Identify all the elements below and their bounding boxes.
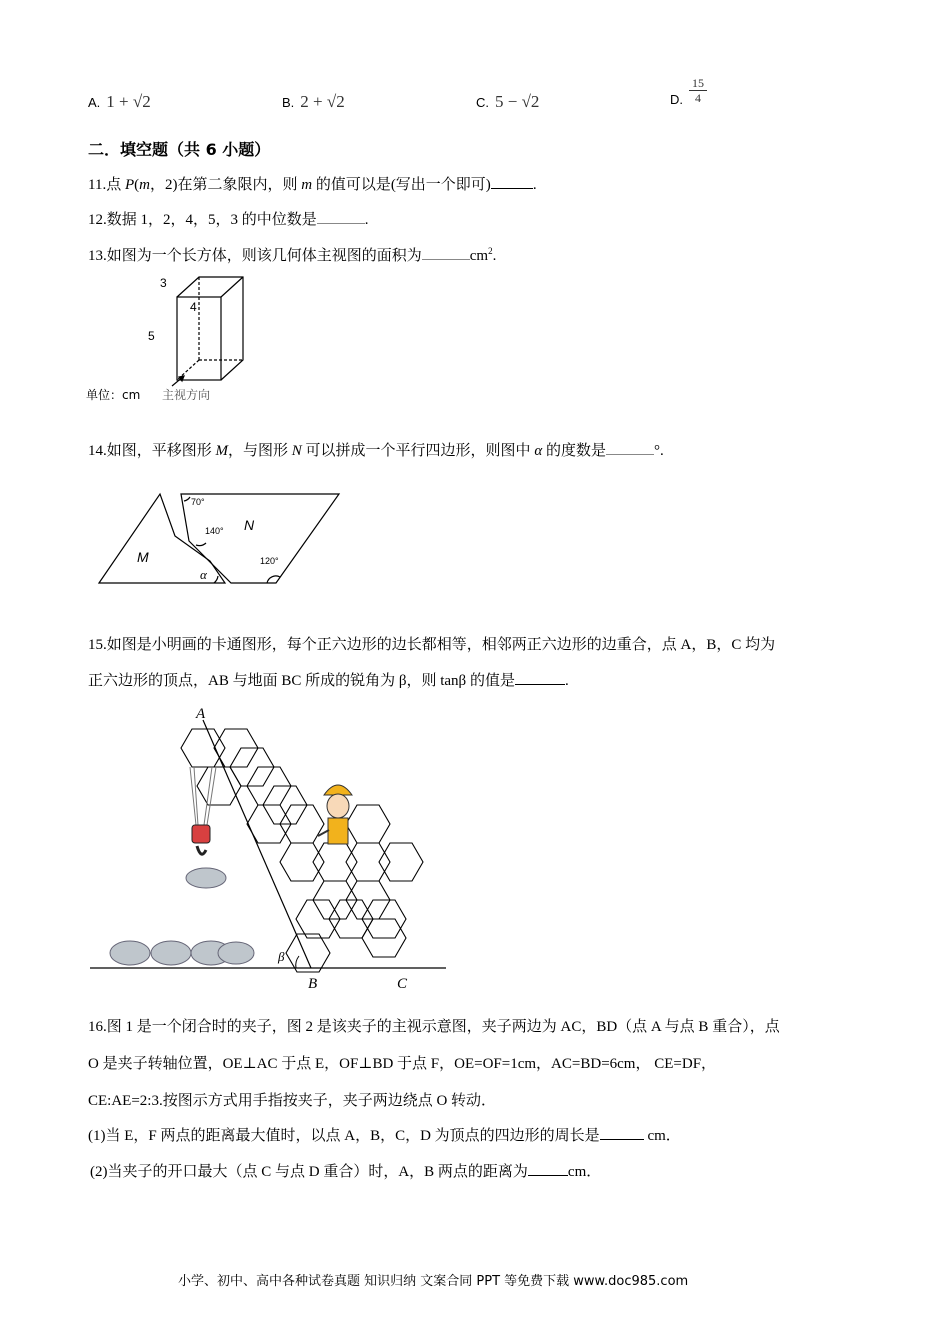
view-direction-label: 主视方向	[162, 388, 211, 402]
q13-end: .	[492, 248, 497, 264]
q12-text: 12.数据 1，2，4，5，3 的中位数是	[88, 212, 317, 228]
translation-figure	[96, 488, 346, 588]
q14-end: °.	[653, 443, 664, 459]
q12-answer-blank[interactable]	[317, 209, 365, 224]
question-16-line1: 16.图 1 是一个闭合时的夹子，图 2 是该夹子的主视示意图，夹子两边为 AC，BD（点 A 与点 B 重合），点	[88, 1019, 780, 1035]
rock-icon	[186, 868, 226, 888]
q11-paren: (	[134, 177, 140, 193]
q14-tail: 的度数是	[542, 443, 606, 459]
option-c-value: 5 − √2	[495, 92, 540, 111]
page-footer: 小学、初中、高中各种试卷真题 知识归纳 文案合同 PPT 等免费下载 www.doc985.com	[178, 1274, 689, 1289]
option-c-letter: C.	[476, 95, 489, 110]
point-b-label: B	[308, 976, 318, 992]
q16-part2-end: cm．	[567, 1164, 602, 1180]
cuboid-edge	[221, 277, 243, 297]
angle-140-arc	[196, 543, 206, 546]
option-d-fraction	[689, 76, 707, 105]
option-b	[282, 92, 345, 112]
angle-alpha-arc	[214, 576, 218, 583]
question-15-line2	[88, 669, 569, 690]
q14-mid: ，与图形	[228, 443, 292, 459]
option-a-letter: A.	[88, 95, 101, 110]
label-m: M	[137, 549, 149, 565]
q16-part1-end: cm．	[643, 1128, 681, 1144]
q16-part2-answer-blank[interactable]	[528, 1161, 568, 1176]
question-16-line2: O 是夹子转轴位置，OE⊥AC 于点 E，OF⊥BD 于点 F，OE=OF=1cm，AC=BD=6cm， CE=DF，	[88, 1056, 717, 1072]
angle-alpha-label: α	[200, 567, 207, 582]
question-13	[88, 244, 496, 265]
q11-answer-blank[interactable]	[491, 174, 533, 189]
question-14	[88, 439, 664, 460]
q15-line2-text: 正六边形的顶点，AB 与地面 BC 所成的锐角为 β，则 tanβ 的值是	[88, 673, 515, 689]
cuboid-back-edges	[177, 277, 243, 380]
q11-end: .	[532, 177, 537, 193]
cuboid-hidden-edges	[177, 277, 243, 380]
beta-arc	[296, 956, 299, 968]
hexagon-grid	[181, 729, 423, 972]
worker-cartoon	[318, 785, 352, 844]
q12-end: .	[364, 212, 369, 228]
question-16-part1	[88, 1124, 681, 1145]
option-d-letter: D.	[670, 92, 683, 107]
q11-m2: m	[301, 177, 313, 193]
point-a-label: A	[196, 706, 206, 722]
q14-pre: 14.如图，平移图形	[88, 443, 216, 459]
option-d-numerator: 15	[692, 76, 704, 90]
label-n: N	[244, 517, 255, 533]
question-15-line1: 15.如图是小明画的卡通图形，每个正六边形的边长都相等，相邻两正六边形的边重合，点 A，B，C 均为	[88, 637, 776, 653]
q11-pre: 11.点	[88, 177, 125, 193]
q15-end: .	[564, 673, 569, 689]
question-11	[88, 173, 537, 194]
hook-icon	[197, 846, 206, 854]
q11-rest: ，2)在第二象限内，则	[149, 177, 302, 193]
q14-answer-blank[interactable]	[606, 440, 654, 455]
q14-n: N	[291, 443, 302, 459]
dim-top-label: 3	[160, 276, 167, 290]
q14-post: 可以拼成一个平行四边形，则图中	[301, 443, 535, 459]
question-16-part2	[90, 1160, 601, 1181]
q11-m: m	[139, 177, 150, 193]
option-a-value: 1 + √2	[106, 92, 151, 111]
option-d-denominator: 4	[689, 90, 707, 105]
angle-140-label: 140°	[205, 526, 224, 536]
option-b-value: 2 + √2	[300, 92, 345, 111]
dim-height-label: 5	[148, 329, 155, 343]
segment-ab	[203, 720, 311, 968]
q14-alpha: α	[534, 443, 543, 459]
rock-icon	[110, 941, 150, 965]
angle-70-arc	[184, 497, 190, 501]
hexagon-figure	[86, 700, 456, 1000]
q15-answer-blank[interactable]	[515, 670, 565, 685]
option-a	[88, 92, 151, 112]
q16-part2-text: (2)当夹子的开口最大（点 C 与点 D 重合）时，A，B 两点的距离为	[90, 1164, 528, 1180]
q13-unit: cm	[469, 248, 489, 264]
q13-answer-blank[interactable]	[422, 245, 470, 260]
option-c	[476, 92, 539, 112]
q11-p: P	[124, 177, 135, 193]
q16-part1-answer-blank[interactable]	[600, 1125, 644, 1140]
crane-hook-block	[192, 825, 210, 843]
q11-tail: 的值可以是(写出一个即可)	[312, 177, 491, 193]
option-d	[670, 92, 683, 107]
cuboid-figure	[86, 272, 286, 407]
angle-beta-label: β	[278, 949, 285, 964]
question-12	[88, 208, 369, 229]
q16-part1-text: (1)当 E，F 两点的距离最大值时，以点 A，B，C，D 为顶点的四边形的周长是	[88, 1128, 600, 1144]
rock-icon	[218, 942, 254, 964]
dim-depth-label: 4	[190, 300, 197, 314]
point-c-label: C	[397, 976, 408, 992]
rock-icon	[151, 941, 191, 965]
angle-70-label: 70°	[191, 497, 205, 507]
angle-120-label: 120°	[260, 556, 279, 566]
q14-m: M	[215, 443, 229, 459]
section-title: 二．填空题（共 6 小题）	[88, 140, 271, 159]
q13-sup: 2	[488, 246, 493, 256]
q13-text: 13.如图为一个长方体，则该几何体主视图的面积为	[88, 248, 422, 264]
question-16-line3: CE:AE=2:3.按图示方式用手指按夹子，夹子两边绕点 O 转动．	[88, 1093, 497, 1109]
unit-label: 单位：cm	[86, 388, 141, 402]
option-b-letter: B.	[282, 95, 295, 110]
